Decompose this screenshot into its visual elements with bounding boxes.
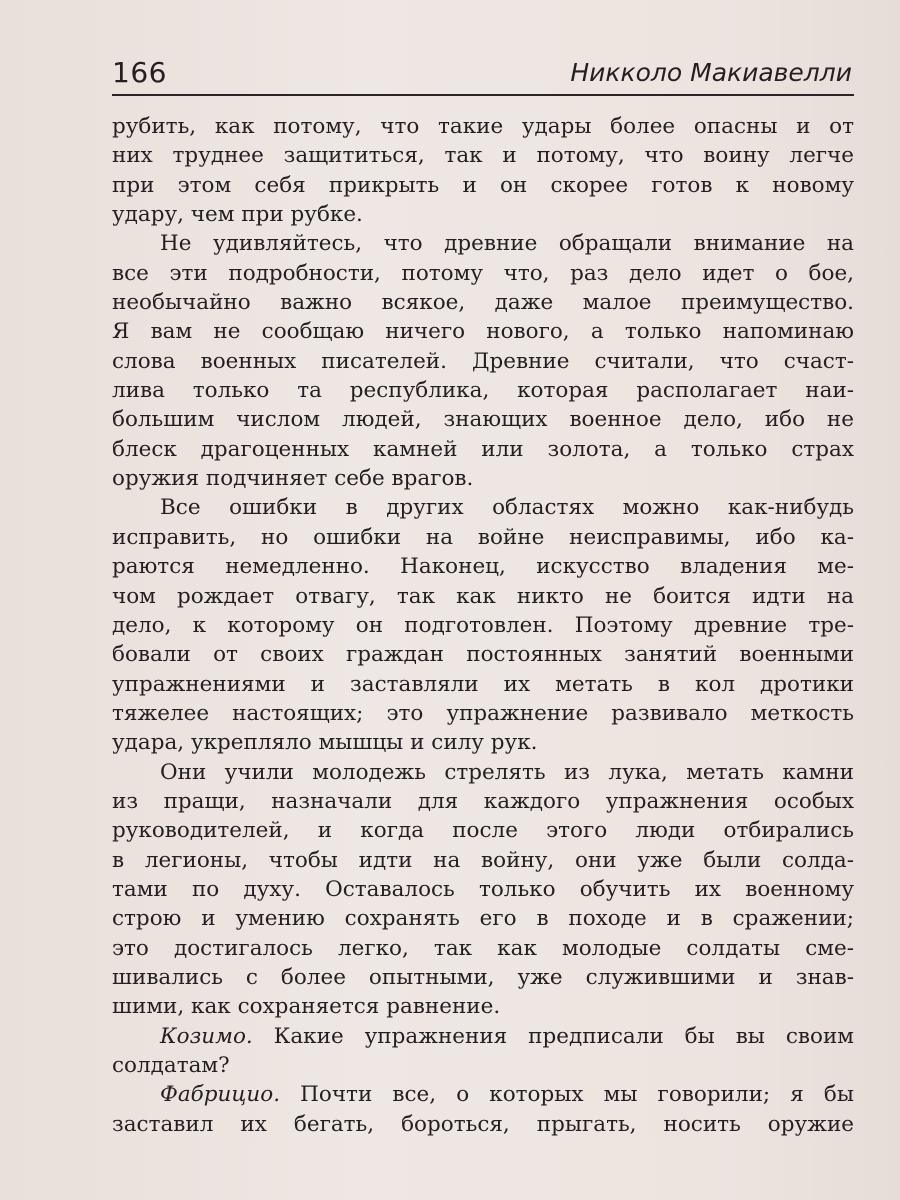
text-line: шими, как сохраняется равнение. [112,994,501,1020]
speaker-line-text: Какие упражнения предписали бы вы своим [252,1023,854,1049]
text-line: чом рождает отвагу, так как никто не боится идти на [112,583,854,609]
text-line: слова военных писателей. Древние считали, что счаст- [112,348,854,374]
text-line: них труднее защититься, так и потому, что воину легче [112,143,854,169]
text-line [112,1080,854,1109]
text-line: в легионы, чтобы идти на войну, они уже были солда- [112,847,854,873]
text-line: бовали от своих граждан постоянных занятий военными [112,642,854,668]
text-line: тяжелее настоящих; это упражнение развивало меткость [112,700,854,726]
text-line: это достигалось легко, так как молодые солдаты сме- [112,935,854,961]
body-text [112,112,854,1139]
text-line: лива только та республика, которая располагает наи- [112,378,854,404]
text-line: большим числом людей, знающих военное дело, ибо не [112,407,854,433]
text-line: дело, к которому он подготовлен. Поэтому древние тре- [112,612,854,638]
text-line: тами по духу. Оставалось только обучить их военному [112,876,854,902]
text-line: Все ошибки в других областях можно как-нибудь [160,495,854,521]
text-line: удара, укрепляло мышцы и силу рук. [112,730,538,756]
text-line: оружия подчиняет себе врагов. [112,466,474,492]
header-rule [112,94,854,96]
text-line [112,1022,854,1051]
text-line: блеск драгоценных камней или золота, а только страх [112,436,854,462]
speaker-line-text: Почти все, о которых мы говорили; я бы [280,1082,854,1108]
text-line: удару, чем при рубке. [112,202,363,228]
running-title: Никколо Макиавелли [570,58,852,87]
text-line: необычайно важно всякое, даже малое преимущество. [112,290,854,316]
text-line: при этом себя прикрыть и он скорее готов к новому [112,172,854,198]
speaker-name: Козимо. [160,1023,253,1049]
running-header [112,56,854,92]
text-line: Они учили молодежь стрелять из лука, метать камни [160,759,854,785]
text-line: Не удивляйтесь, что древние обращали внимание на [160,231,854,257]
text-line: раются немедленно. Наконец, искусство владения ме- [112,554,854,580]
text-line: Я вам не сообщаю ничего нового, а только напоминаю [112,319,854,345]
page-number: 166 [112,56,167,89]
text-line: строю и умению сохранять его в походе и в сражении; [112,906,854,932]
text-line: рубить, как потому, что такие удары более опасны и от [112,114,854,139]
text-line: из пращи, назначали для каждого упражнения особых [112,788,854,814]
text-line: заставил их бегать, бороться, прыгать, носить оружие [112,1111,854,1137]
speaker-name: Фабрицио. [160,1082,281,1108]
text-line: шивались с более опытными, уже служившими и знав- [112,964,854,990]
text-line: все эти подробности, потому что, раз дело идет о бое, [112,260,854,286]
text-line: исправить, но ошибки на войне неисправимы, ибо ка- [112,524,854,550]
text-line: руководителей, и когда после этого люди отбирались [112,818,854,844]
text-line: солдатам? [112,1053,230,1078]
text-line: упражнениями и заставляли их метать в кол дротики [112,671,854,697]
